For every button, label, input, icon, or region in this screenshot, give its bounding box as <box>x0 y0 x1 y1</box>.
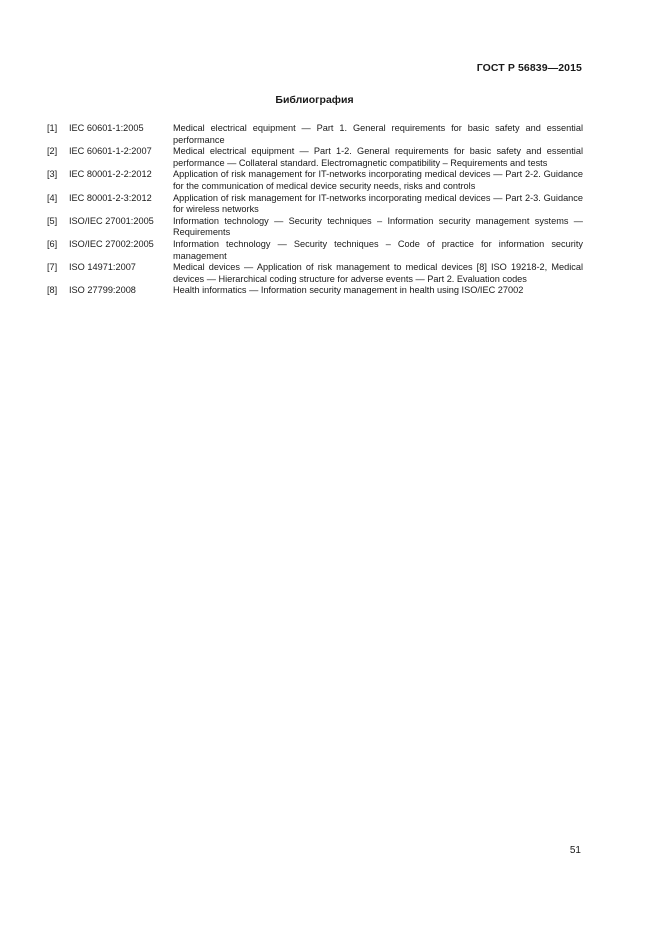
entry-standard-code: ISO 27799:2008 <box>69 285 136 296</box>
entry-standard-code: ISO/IEC 27002:2005 <box>69 238 154 249</box>
entry-number: [7] <box>47 262 58 273</box>
entry-standard-code: IEC 80001-2-3:2012 <box>69 192 152 203</box>
entry-title: Information technology — Security techniques – Code of practice for information security management <box>173 238 583 261</box>
bibliography-entry <box>47 262 583 285</box>
entry-standard-code: IEC 60601-1-2:2007 <box>69 146 152 157</box>
bibliography-entry <box>47 146 583 169</box>
bibliography-entry <box>47 193 583 216</box>
bibliography-entry <box>47 123 583 146</box>
entry-number: [6] <box>47 238 58 249</box>
entry-title: Application of risk management for IT-networks incorporating medical devices — Part 2-3. Guidance for wireless networks <box>173 192 583 215</box>
page-number: 51 <box>569 845 581 856</box>
section-title: Библиография <box>275 94 354 106</box>
bibliography-entry <box>47 169 583 192</box>
entry-title: Health informatics — Information security management in health using ISO/IEC 27002 <box>173 285 524 296</box>
entry-standard-code: ISO/IEC 27001:2005 <box>69 215 154 226</box>
document-code: ГОСТ Р 56839—2015 <box>476 62 582 74</box>
entry-number: [3] <box>47 169 58 180</box>
entry-title: Medical electrical equipment — Part 1. General requirements for basic safety and essential performance <box>173 123 583 145</box>
bibliography-list <box>47 123 583 297</box>
entry-number: [4] <box>47 192 58 203</box>
bibliography-entry <box>47 216 583 239</box>
bibliography-entry <box>47 239 583 262</box>
entry-title: Medical devices — Application of risk management to medical devices [8] ISO 19218-2, Medical devices — Hierarchical coding structure for adverse events — Part 2. Evaluation codes <box>173 262 583 284</box>
entry-number: [8] <box>47 285 58 296</box>
entry-number: [2] <box>47 146 58 157</box>
entry-title: Information technology — Security techniques – Information security management systems — Requirements <box>173 215 583 238</box>
entry-standard-code: IEC 80001-2-2:2012 <box>69 169 152 180</box>
entry-number: [1] <box>47 123 58 133</box>
entry-number: [5] <box>47 215 58 226</box>
entry-title: Medical electrical equipment — Part 1-2. General requirements for basic safety and essential performance — Collateral standard. Electromagnetic compatibility – Requirements and tests <box>173 146 583 168</box>
entry-title: Application of risk management for IT-networks incorporating medical devices — Part 2-2. Guidance for the communication of medical device security needs, risks and controls <box>173 169 583 191</box>
entry-standard-code: ISO 14971:2007 <box>69 262 136 273</box>
bibliography-entry <box>47 285 583 297</box>
entry-standard-code: IEC 60601-1:2005 <box>69 123 144 133</box>
